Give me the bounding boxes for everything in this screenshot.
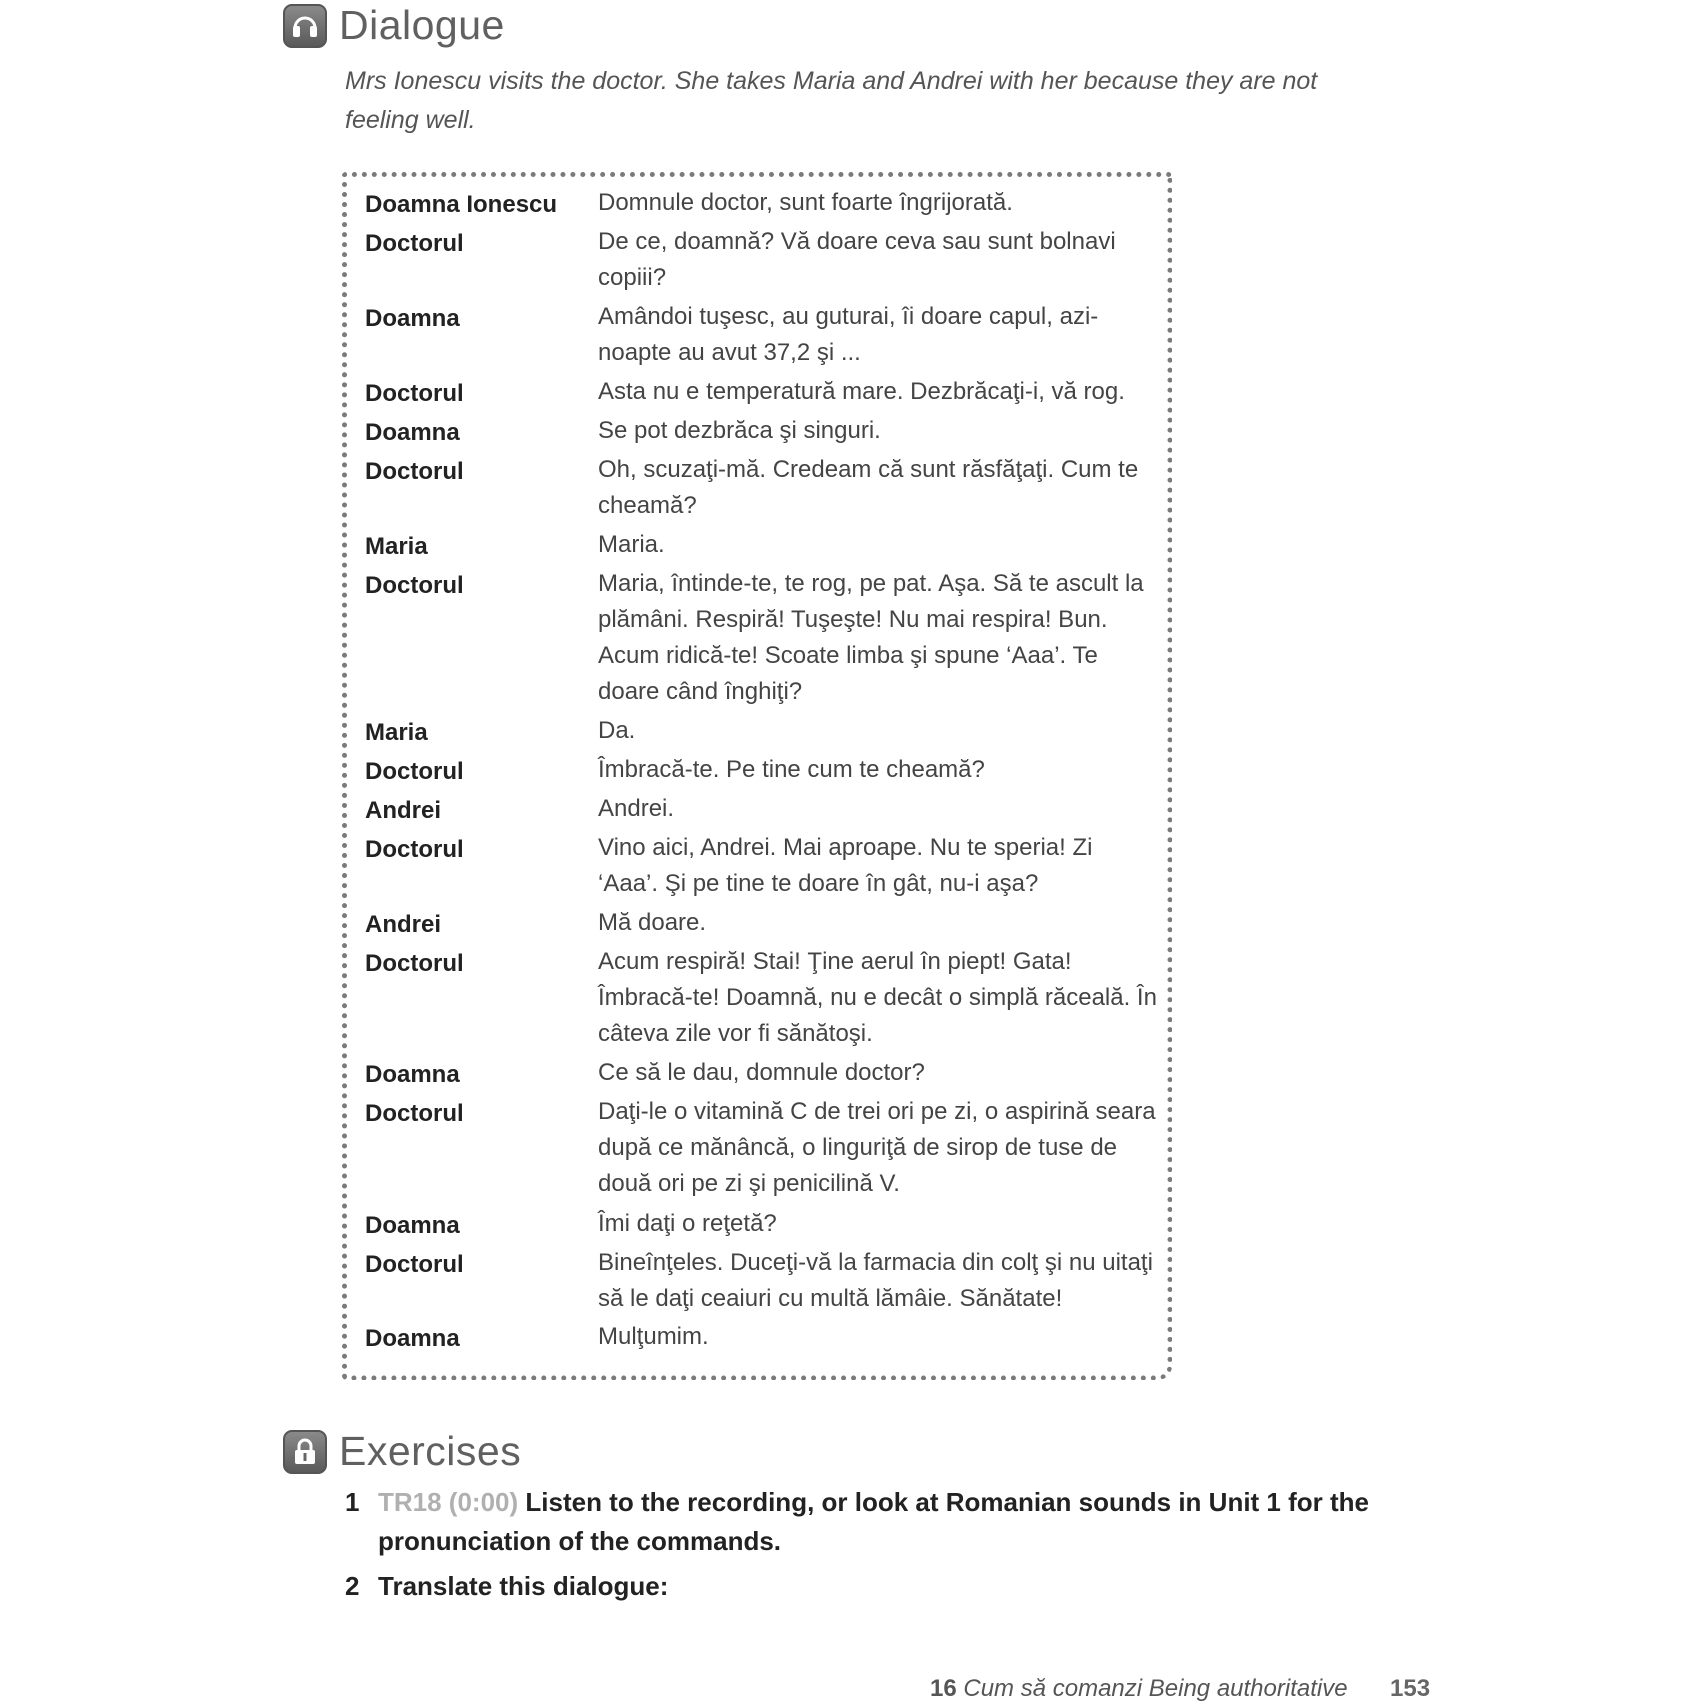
speaker-name: Doctorul <box>365 380 464 407</box>
dialogue-box <box>342 172 1172 1380</box>
speaker-name: Doamna <box>365 1212 460 1239</box>
unit-title: Cum să comanzi Being authoritative <box>963 1675 1348 1702</box>
speaker-name: Doctorul <box>365 230 464 257</box>
speaker-name: Doctorul <box>365 1100 464 1127</box>
speaker-name: Doamna <box>365 1325 460 1352</box>
dialogue-line: Maria, întinde-te, te rog, pe pat. Aşa. Să te ascult la plămâni. Respiră! Tuşeşte! Nu mai respira! Bun. Acum ridică-te! Scoate limba şi spune ‘Aaa’. Te doare când înghiţi? <box>598 570 1144 705</box>
dialogue-line: Ce să le dau, domnule doctor? <box>598 1059 925 1086</box>
speaker-name: Maria <box>365 719 428 746</box>
speaker-name: Doamna Ionescu <box>365 191 558 218</box>
dialogue-line: Domnule doctor, sunt foarte îngrijorată. <box>598 189 1013 216</box>
dialogue-title: Dialogue <box>339 2 505 48</box>
dialogue-line: Se pot dezbrăca şi singuri. <box>598 417 881 444</box>
page-footer <box>930 1675 1431 1703</box>
speaker-name: Doamna <box>365 305 460 332</box>
dialogue-line: Îmbracă-te. Pe tine cum te cheamă? <box>598 756 985 783</box>
exercises-section-header <box>283 1428 521 1475</box>
dialogue-line: Da. <box>598 717 636 744</box>
speaker-name: Doctorul <box>365 458 464 485</box>
exercise-number: 2 <box>345 1571 360 1601</box>
dialogue-line: Vino aici, Andrei. Mai aproape. Nu te speria! Zi ‘Aaa’. Şi pe tine te doare în gât, nu-i aşa? <box>598 834 1093 897</box>
dialogue-line: Acum respiră! Stai! Ţine aerul în piept! Gata! Îmbracă-te! Doamnă, nu e decât o simplă răceală. În câteva zile vor fi sănătoşi. <box>598 948 1157 1047</box>
dialogue-line: Îmi daţi o reţetă? <box>598 1210 777 1237</box>
speaker-name: Doctorul <box>365 572 464 599</box>
dialogue-line: Asta nu e temperatură mare. Dezbrăcaţi-i, vă rog. <box>598 378 1125 405</box>
exercise-instruction: Translate this dialogue: <box>378 1571 669 1601</box>
dialogue-line: Mă doare. <box>598 909 707 936</box>
dialogue-line: Andrei. <box>598 795 675 822</box>
dialogue-intro: Mrs Ionescu visits the doctor. She takes Maria and Andrei with her because they are not feeling well. <box>345 67 1318 134</box>
speaker-name: Maria <box>365 533 428 560</box>
info-lock-icon <box>283 1430 327 1474</box>
headphones-icon <box>283 4 327 48</box>
exercise-number: 1 <box>345 1487 360 1517</box>
dialogue-line: Bineînţeles. Duceţi-vă la farmacia din colţ şi nu uitaţi să le daţi ceaiuri cu multă lămâie. Sănătate! <box>598 1249 1153 1312</box>
audio-track-label: TR18 (0:00) <box>378 1487 519 1517</box>
dialogue-line: Oh, scuzaţi-mă. Credeam că sunt răsfăţaţi. Cum te cheamă? <box>598 456 1139 519</box>
dialogue-section-header <box>283 2 505 49</box>
speaker-name: Andrei <box>365 797 442 824</box>
dialogue-line: Mulţumim. <box>598 1323 709 1350</box>
dialogue-line: Daţi-le o vitamină C de trei ori pe zi, o aspirină seara după ce mănâncă, o linguriţă de sirop de tuse de două ori pe zi şi penicilină V. <box>598 1098 1156 1197</box>
unit-number: 16 <box>930 1675 957 1702</box>
dialogue-line: Amândoi tuşesc, au guturai, îi doare capul, azi-noapte au avut 37,2 şi ... <box>598 303 1099 366</box>
speaker-name: Doctorul <box>365 758 464 785</box>
exercise-instruction: Listen to the recording, or look at Romanian sounds in Unit 1 for the pronunciation of the commands. <box>378 1487 1369 1556</box>
speaker-name: Doamna <box>365 419 460 446</box>
page-number: 153 <box>1390 1675 1431 1702</box>
dialogue-line: Maria. <box>598 531 665 558</box>
speaker-name: Doamna <box>365 1061 460 1088</box>
dialogue-line: De ce, doamnă? Vă doare ceva sau sunt bolnavi copiii? <box>598 228 1116 291</box>
speaker-name: Doctorul <box>365 950 464 977</box>
speaker-name: Andrei <box>365 911 442 938</box>
speaker-name: Doctorul <box>365 836 464 863</box>
speaker-name: Doctorul <box>365 1251 464 1278</box>
exercises-title: Exercises <box>339 1428 522 1474</box>
